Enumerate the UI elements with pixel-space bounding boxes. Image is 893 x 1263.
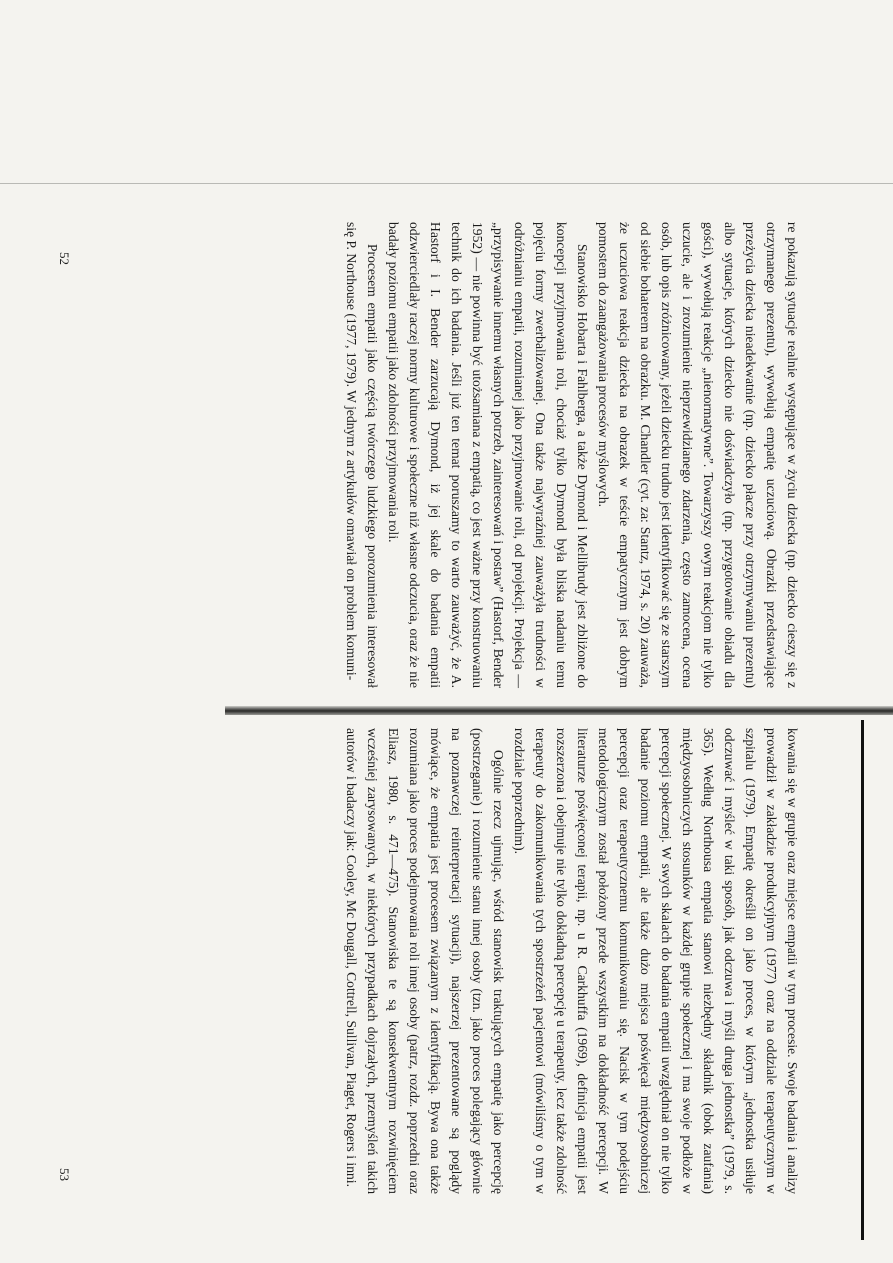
- paragraph: Ogólnie rzecz ujmując, wśród stanowisk traktujących empatię jako percepcję (postrzeganie) i rozumienie stanu innej osoby (tzn. jako proces polegający głównie na poznawczej reinterpretacji sytuacji), najszerzej prezentowane są poglądy mówiące, że empatia jest procesem związanym z identyfikacją. Bywa ona także rozumiana jako proces podejmowania roli innej osoby (patrz, rozdz. poprzedni oraz Eliasz, 1980, s. 471—475). Stanowiska te są konsekwentnym rozwinięciem wcześniej zarysowanych, w niektórych przypadkach dojrzałych, przemyśleń takich autorów i badaczy jak: Cooley, Mc Dougall, Cottrell, Sullivan, Piaget, Rogers i inni.: [344, 728, 506, 1194]
- paragraph: Procesem empatii jako częścią twórczego ludzkiego porozumienia interesował się P. Northouse (1977, 1979). W jednym z artykułów omawiał on problem komuni-: [344, 222, 380, 688]
- paragraph: kowania się w grupie oraz miejsce empatii w tym procesie. Swoje badania i analizy prowadził w zakładzie produkcyjnym (1977) oraz na oddziale terapeutycznym w szpitalu (1979). Empatię określił on jako proces, w którym „jednostka usiłuje odczuwać i myśleć w taki sposób, jak odczuwa i myśli druga jednostka” (1979, s. 365). Według Northousa empatia stanowi niezbędny składnik (obok zaufania) międzyosobniczych stosunków w każdej grupie społecznej i ma swoje podłoże w percepcji społecznej. W swych skalach do badania empatii uwzględniał on nie tylko badanie poziomu empatii, ale także dużo miejsca poświęcał międzyosobniczej percepcji oraz terapeutycznemu komunikowaniu się. Nacisk w tym podejściu metodologicznym został położony przede wszystkim na dokładność percepcji. W literaturze poświęconej terapii, np. u R. Carkhuffa (1969), definicja empatii jest rozszerzona i obejmuje nie tylko dokładną percepcję u terapeuty, lecz także zdolność terapeuty do zakomunikowania tych spostrzeżeń pacjentowi (mówiliśmy o tym w rozdziale poprzednim).: [512, 728, 800, 1194]
- page-number-left: 52: [57, 252, 72, 265]
- book-gutter: [225, 706, 893, 715]
- left-page-text: [341, 222, 803, 688]
- page-number-right: 53: [57, 1168, 72, 1181]
- scan-edge-line: [0, 183, 893, 184]
- right-page-text: [341, 728, 803, 1194]
- paragraph: Stanowisko Hobarta i Fahlberga, a także Dymond i Mellibrudy jest zbliżone do koncepcji przyjmowania roli, chociaż tylko Dymond była bliska nadaniu temu pojęciu formy zwerbalizowanej. Ona także najwyraźniej zauważyła trudności w odróżnianiu empatii, rozumianej jako przyjmowanie roli, od projekcji. Projekcja — „przypisywanie innemu własnych potrzeb, zainteresowań i postaw” (Hastorf, Bender 1952) — nie powinna być utożsamiana z empatią, co jest ważne przy konstruowaniu technik do ich badania. Jeśli już ten temat poruszamy to warto zauważyć, że A. Hastorf i I. Bender zarzucają Dymond, iż jej skale do badania empatii odzwierciedlały raczej normy kulturowe i społeczne niż własne odczucia, oraz że nie badały poziomu empatii jako zdolności przyjmowania roli.: [386, 222, 590, 688]
- left-page: [168, 222, 803, 688]
- paragraph: re pokazują sytuacje realnie występujące w życiu dziecka (np. dziecko cieszy się z otrzymanego prezentu), wywołują empatię uczuciową. Obrazki przedstawiające przeżycia dziecka nieadekwatnie (np. dziecko płacze przy otrzymywaniu prezentu) albo sytuacje, których dziecko nie doświadczyło (np. przygotowanie obiadu dla gości), wywołują reakcje „nienormatywne”. Towarzyszy owym reakcjom nie tylko uczucie, ale i zrozumienie nieprzewidzianego zdarzenia, często zamocena, ocena osób, lub opis zróżnicowany, jeżeli dziecku trudno jest identyfikować się ze starszym od siebie bohaterem na obrazku. M. Chandler (cyt. za: Stantz, 1974, s. 20) zauważa, że uczuciowa reakcja dziecka na obrazek w teście empatycznym jest dobrym pomostem do zaangażowania procesów myślowych.: [596, 222, 800, 688]
- page-edge-shadow: [861, 720, 864, 1240]
- right-page: [103, 728, 803, 1194]
